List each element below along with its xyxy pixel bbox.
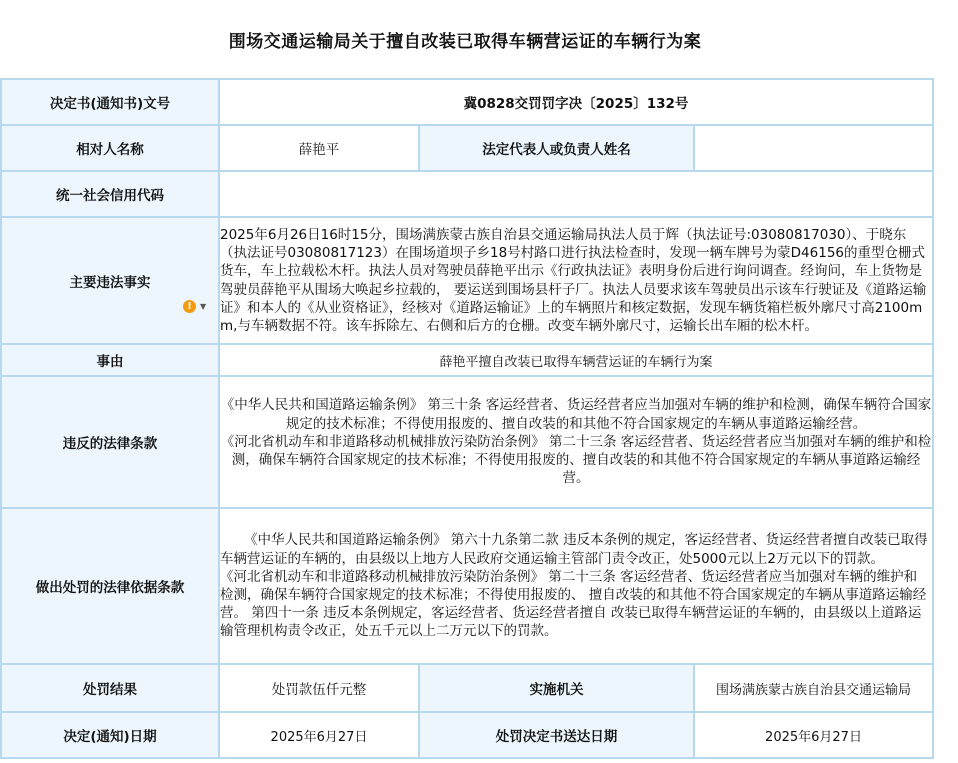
page-title: 围场交通运输局关于擅自改装已取得车辆营运证的车辆行为案 xyxy=(228,31,702,52)
party-name-value[interactable]: 薛艳平 xyxy=(219,125,419,171)
basis-value[interactable] xyxy=(219,508,933,664)
delivery-date-value[interactable]: 2025年6月27日 xyxy=(694,712,933,758)
cell-warning-indicator[interactable] xyxy=(183,298,215,314)
basis-paragraph-1: 《中华人民共和国道路运输条例》 第六十九条第二款 违反本条例的规定，客运经营者、货运经营者擅自改装已取得车辆营运证的车辆的，由县级以上地方人民政府交通运输主管部门责令改正，处5000元以上2万元以下的罚款。 xyxy=(220,532,928,567)
legal-rep-value[interactable] xyxy=(694,125,933,171)
row-doc-number xyxy=(1,79,933,125)
violated-paragraph-2: 《河北省机动车和非道路移动机械排放污染防治条例》 第二十三条 客运经营者、货运经营者应当加强对车辆的维护和检测，确保车辆符合国家规定的技术标准；不得使用报废的、擅自改装的和其他不符合国家规定的车辆从事道路运输经营。 xyxy=(220,433,932,487)
delivery-date-label: 处罚决定书送达日期 xyxy=(419,712,694,758)
party-name-label: 相对人名称 xyxy=(1,125,219,171)
chevron-down-icon[interactable]: ▼ xyxy=(200,301,207,311)
basis-label: 做出处罚的法律依据条款 xyxy=(1,508,219,664)
violated-paragraph-1: 《中华人民共和国道路运输条例》 第三十条 客运经营者、货运经营者应当加强对车辆的维护和检测，确保车辆符合国家规定的技术标准；不得使用报废的、擅自改装的和其他不符合国家规定的车辆从事道路运输经营。 xyxy=(220,397,932,432)
row-facts xyxy=(1,217,933,344)
violated-label: 违反的法律条款 xyxy=(1,376,219,508)
cause-label: 事由 xyxy=(1,344,219,376)
row-party xyxy=(1,125,933,171)
legal-rep-label: 法定代表人或负责人姓名 xyxy=(419,125,694,171)
decision-date-value[interactable]: 2025年6月27日 xyxy=(219,712,419,758)
violated-value[interactable] xyxy=(219,376,933,508)
agency-label: 实施机关 xyxy=(419,664,694,712)
row-credit-code xyxy=(1,171,933,217)
agency-value[interactable]: 围场满族蒙古族自治县交通运输局 xyxy=(694,664,933,712)
row-basis xyxy=(1,508,933,664)
row-result xyxy=(1,664,933,712)
row-violated xyxy=(1,376,933,508)
basis-paragraph-2: 《河北省机动车和非道路移动机械排放污染防治条例》 第二十三条 客运经营者、货运经营者应当加强对车辆的维护和 检测，确保车辆符合国家规定的技术标准；不得使用报废的、 擅自改装的和其他不符合国家规定的车辆从事道路运输经营。 第四十一条 违反本条例规定，客运经营者、货运经营者擅自 改装已取得车辆营运证的车辆的，由县级以上道路运输管理机构责令改正，处五千元以上二万元以下的罚款。 xyxy=(220,568,927,640)
result-value[interactable]: 处罚款伍仟元整 xyxy=(219,664,419,712)
row-cause xyxy=(1,344,933,376)
credit-code-label: 统一社会信用代码 xyxy=(1,171,219,217)
warning-icon[interactable]: ! xyxy=(183,300,196,313)
doc-number-label: 决定书(通知书)文号 xyxy=(1,79,219,125)
result-label: 处罚结果 xyxy=(1,664,219,712)
doc-number-value[interactable]: 冀0828交罚罚字决〔2025〕132号 xyxy=(219,79,933,125)
facts-value[interactable]: 2025年6月26日16时15分，围场满族蒙古族自治县交通运输局执法人员于辉（执法证号:03080817030）、于晓东（执法证号03080817123）在围场道坝子乡18号村路口进行执法检查时，发现一辆车牌号为蒙D46156的重型仓栅式货车，车上拉载松木杆。执法人员对驾驶员薛艳平出示《行政执法证》表明身份后进行询问调查。经询问，车上货物是驾驶员薛艳平从围场大唤起乡拉载的， 要运送到围场县杆子厂。执法人员要求该车驾驶员出示该车行驶证及《道路运输证》和本人的《从业资格证》，经核对《道路运输证》上的车辆照片和核定数据，发现车辆货箱栏板外廓尺寸高2100mm,与车辆数据不符。该车拆除左、右侧和后方的仓栅。改变车辆外廓尺寸，运输长出车厢的松木杆。 xyxy=(219,217,933,344)
row-dates xyxy=(1,712,933,758)
decision-date-label: 决定(通知)日期 xyxy=(1,712,219,758)
penalty-info-table xyxy=(0,78,934,759)
credit-code-value[interactable] xyxy=(219,171,933,217)
cause-value[interactable]: 薛艳平擅自改装已取得车辆营运证的车辆行为案 xyxy=(219,344,933,376)
facts-label: 主要违法事实 xyxy=(1,217,219,344)
